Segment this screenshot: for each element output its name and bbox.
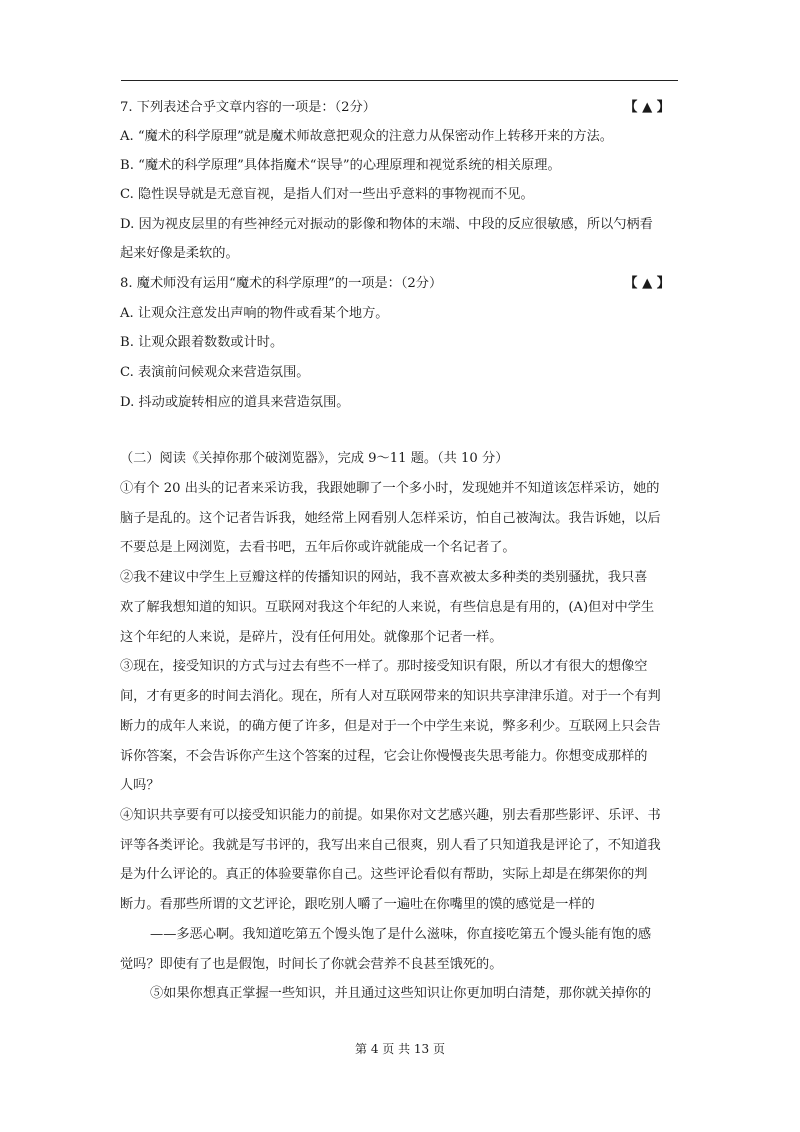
q8-option-c: C. 表演前问候观众来营造氛围。 bbox=[120, 365, 310, 380]
passage-line: 是为什么评论的。真正的体验要靠你自己。这些评论看似有帮助，实际上却是在绑架你的判 bbox=[120, 867, 648, 882]
passage-line: 觉吗？即使有了也是假饱，时间长了你就会营养不良甚至饿死的。 bbox=[120, 957, 503, 972]
passage-line: ②我不建议中学生上豆瓣这样的传播知识的网站，我不喜欢被太多种类的类别骚扰，我只喜 bbox=[120, 570, 648, 585]
q8-option-b: B. 让观众跟着数数或计时。 bbox=[120, 335, 284, 350]
q8-stem: 8. 魔术师没有运用“魔术的科学原理”的一项是：（2分） bbox=[120, 276, 443, 291]
passage-line: 欢了解我想知道的知识。互联网对我这个年纪的人来说，有些信息是有用的，(A)但对中学生 bbox=[120, 600, 655, 615]
passage-line: 脑子是乱的。这个记者告诉我，她经常上网看别人怎样采访，怕自己被淘汰。我告诉她，以后 bbox=[120, 511, 661, 526]
passage-line: 人吗？ bbox=[120, 778, 160, 793]
q7-option-c: C. 隐性误导就是无意盲视，是指人们对一些出乎意料的事物视而不见。 bbox=[120, 187, 534, 202]
passage-line: 间，才有更多的时间去消化。现在，所有人对互联网带来的知识共享津津乐道。对于一个有判 bbox=[120, 689, 661, 704]
page-footer: 第 4 页 共 13 页 bbox=[355, 1042, 445, 1056]
passage-line: 这个年纪的人来说，是碎片，没有任何用处。就像那个记者一样。 bbox=[120, 630, 503, 645]
passage-line: 诉你答案，不会告诉你产生这个答案的过程，它会让你慢慢丧失思考能力。你想变成那样的 bbox=[120, 749, 648, 764]
passage-line: ④知识共享要有可以接受知识能力的前提。如果你对文艺感兴趣，别去看那些影评、乐评、书 bbox=[120, 808, 661, 823]
passage-line: ——多恶心啊。我知道吃第五个馒头饱了是什么滋味，你直接吃第五个馒头能有饱的感 bbox=[150, 927, 652, 942]
q8-answer-mark: 【 ▲ 】 bbox=[624, 276, 670, 291]
q7-option-b: B. “魔术的科学原理”具体指魔术“误导”的心理原理和视觉系统的相关原理。 bbox=[120, 158, 561, 173]
passage-line: 评等各类评论。我就是写书评的，我写出来自己很爽，别人看了只知道我是评论了，不知道我 bbox=[120, 838, 661, 853]
q7-option-d-cont: 起来好像是柔软的。 bbox=[120, 246, 239, 261]
passage-line: ①有个 20 出头的记者来采访我，我跟她聊了一个多小时，发现她并不知道该怎样采访，她的 bbox=[120, 481, 660, 496]
section2-heading: （二）阅读《关掉你那个破浏览器》，完成 9～11 题。（共 10 分） bbox=[120, 451, 509, 466]
q7-option-d: D. 因为视皮层里的有些神经元对振动的影像和物体的末端、中段的反应很敏感，所以勺柄看 bbox=[120, 217, 653, 232]
header-rule bbox=[121, 80, 678, 81]
passage-line: ⑤如果你想真正掌握一些知识，并且通过这些知识让你更加明白清楚，那你就关掉你的 bbox=[150, 986, 652, 1001]
q7-stem: 7. 下列表述合乎文章内容的一项是：（2分） bbox=[120, 100, 376, 115]
passage-line: 断力的成年人来说，的确方便了许多，但是对于一个中学生来说，弊多利少。互联网上只会告 bbox=[120, 719, 661, 734]
q7-answer-mark: 【 ▲ 】 bbox=[624, 100, 670, 115]
passage-line: 不要总是上网浏览，去看书吧，五年后你或许就能成一个名记者了。 bbox=[120, 540, 516, 555]
q8-option-d: D. 抖动或旋转相应的道具来营造氛围。 bbox=[120, 395, 350, 410]
passage-line: 断力。看那些所谓的文艺评论，跟吃别人嚼了一遍吐在你嘴里的馍的感觉是一样的 bbox=[120, 897, 595, 912]
passage-line: ③现在，接受知识的方式与过去有些不一样了。那时接受知识有限，所以才有很大的想像空 bbox=[120, 659, 648, 674]
q8-option-a: A. 让观众注意发出声响的物件或看某个地方。 bbox=[120, 306, 389, 321]
q7-option-a: A. “魔术的科学原理”就是魔术师故意把观众的注意力从保密动作上转移开来的方法。 bbox=[120, 129, 613, 144]
